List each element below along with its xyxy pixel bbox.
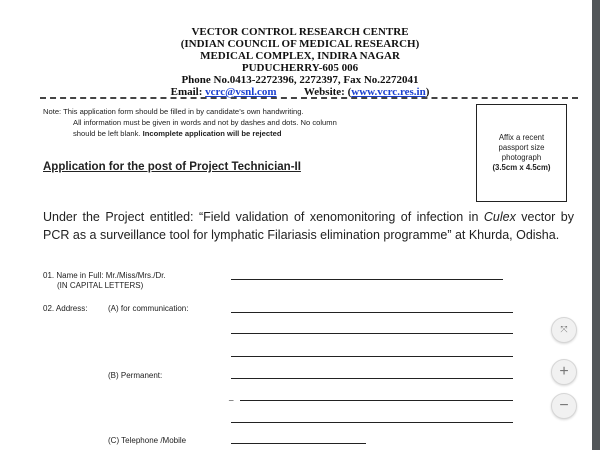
photo-line-1: Affix a recent: [498, 133, 545, 142]
address-perm-dash: _: [229, 392, 234, 401]
website-open-paren: (: [347, 86, 352, 98]
scrollbar-track[interactable]: [592, 0, 600, 450]
project-text-1: Under the Project entitled: “Field validation of xenomonitoring of infection in: [43, 210, 484, 224]
photo-instructions: [477, 133, 566, 173]
note-line-1: Note: This application form should be filled in by candidate’s own handwriting.: [43, 107, 304, 116]
address-comm-line-3[interactable]: [231, 356, 513, 357]
name-label: 01. Name in Full: Mr./Miss/Mrs./Dr.: [43, 271, 166, 280]
note-line-3: [73, 128, 282, 139]
fit-page-icon: ⤧: [560, 324, 568, 334]
website-link[interactable]: www.vcrc.res.in: [351, 86, 426, 98]
address-comm-line-1[interactable]: [231, 312, 513, 313]
zoom-out-button[interactable]: [551, 393, 577, 419]
photo-line-3: photograph: [501, 153, 542, 162]
address-permanent-label: (B) Permanent:: [108, 371, 163, 380]
note-line-2: All information must be given in words and not by dashes and dots. No column: [73, 118, 337, 127]
note-warning: Incomplete application will be rejected: [142, 129, 282, 138]
minus-icon: −: [559, 397, 569, 414]
address-perm-line-1[interactable]: [231, 378, 513, 379]
photo-box: [476, 104, 567, 202]
photo-line-2: passport size: [498, 143, 545, 152]
org-phone: Phone No.0413-2272396, 2272397, Fax No.2272041: [181, 74, 419, 86]
zoom-in-button[interactable]: [551, 359, 577, 385]
project-text-2: vector by PCR as a surveillance tool for lymphatic Filariasis elimination programme” at Khurda, Odisha.: [43, 210, 575, 242]
address-communication-label: (A) for communication:: [108, 304, 189, 313]
project-text-italic: Culex: [483, 210, 516, 224]
address-perm-line-2[interactable]: [240, 400, 513, 401]
photo-size: (3.5cm x 4.5cm): [492, 163, 551, 172]
fit-page-button[interactable]: [551, 317, 577, 343]
org-name: VECTOR CONTROL RESEARCH CENTRE: [191, 26, 409, 38]
plus-icon: +: [559, 363, 569, 380]
email-label: Email:: [170, 86, 203, 98]
note-line-3-text: should be left blank.: [73, 129, 143, 138]
telephone-label: (C) Telephone /Mobile: [108, 436, 187, 445]
header-divider: [40, 97, 578, 99]
address-comm-line-2[interactable]: [231, 333, 513, 334]
name-line[interactable]: [231, 279, 503, 280]
website-label: Website:: [303, 86, 345, 98]
email-link[interactable]: vcrc@vsnl.com: [205, 86, 277, 98]
org-address-line1: MEDICAL COMPLEX, INDIRA NAGAR: [200, 50, 400, 62]
address-label: 02. Address:: [43, 304, 88, 313]
org-parent: (INDIAN COUNCIL OF MEDICAL RESEARCH): [180, 38, 420, 50]
name-sub-label: (IN CAPITAL LETTERS): [57, 281, 144, 290]
project-description: [43, 208, 574, 244]
website-close-paren: ): [425, 86, 430, 98]
org-address-line2: PUDUCHERRY-605 006: [241, 62, 359, 74]
telephone-line[interactable]: [231, 443, 366, 444]
application-title: Application for the post of Project Technician-II: [43, 161, 301, 173]
address-perm-line-3[interactable]: [231, 422, 513, 423]
